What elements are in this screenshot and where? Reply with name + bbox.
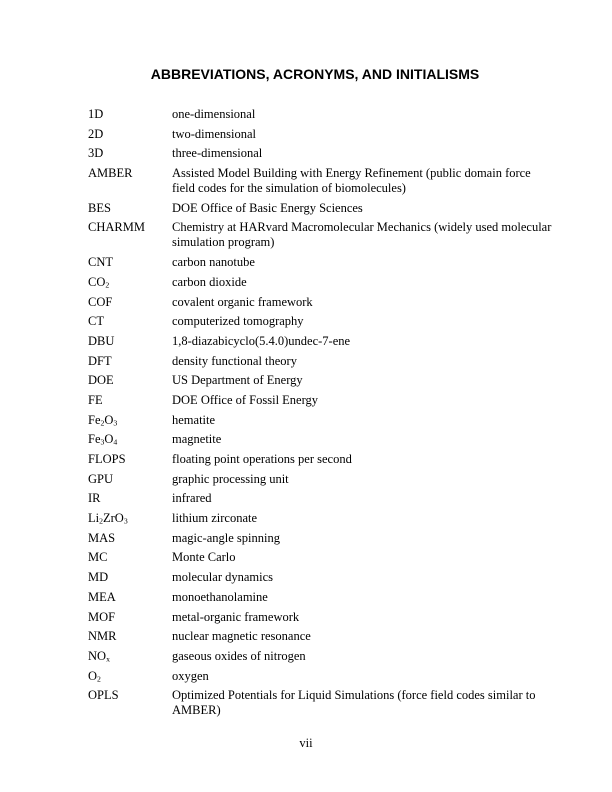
abbreviation-term: NMR	[88, 629, 117, 644]
page-number: vii	[299, 736, 313, 750]
abbreviation-row	[88, 629, 555, 644]
subscript-text: 4	[113, 438, 118, 448]
abbreviation-term: $NO_x$	[88, 648, 110, 664]
subscript-text: x	[106, 654, 110, 664]
abbreviation-row	[88, 107, 555, 122]
subscript-text: 2	[100, 418, 105, 428]
abbreviation-term: DBU	[88, 333, 115, 348]
abbreviation-row	[88, 570, 555, 585]
abbreviation-definition: graphic processing unit	[172, 471, 289, 486]
abbreviation-definition: metal-organic framework	[172, 609, 300, 624]
abbreviation-definition: density functional theory	[172, 353, 297, 368]
abbreviation-definition: hematite	[172, 412, 216, 427]
abbreviation-term: IR	[88, 491, 101, 506]
subscript-text: 2	[99, 516, 103, 526]
subscript-text: 3	[100, 438, 105, 448]
abbreviation-row	[88, 354, 555, 369]
subscript-text: 3	[113, 418, 118, 428]
abbreviation-definition: covalent organic framework	[172, 294, 313, 309]
abbreviation-row	[88, 255, 555, 270]
abbreviation-definition: US Department of Energy	[172, 373, 303, 388]
abbreviation-term: DOE	[88, 373, 114, 388]
abbreviation-term: COF	[88, 294, 113, 309]
abbreviation-row	[88, 334, 555, 349]
abbreviation-row	[88, 590, 555, 605]
abbreviation-definition: oxygen	[172, 668, 209, 683]
abbreviation-term: 1D	[88, 107, 104, 121]
abbreviation-term: CT	[88, 314, 104, 329]
abbreviation-definition: molecular dynamics	[172, 570, 274, 585]
subscript-text: 3	[123, 516, 128, 526]
abbreviation-definition: lithium zirconate	[172, 511, 258, 526]
abbreviation-definition: magic-angle spinning	[172, 530, 280, 545]
abbreviation-term: $Fe_2O_3$	[88, 412, 118, 428]
abbreviation-definition: Optimized Potentials for Liquid Simulations (force field codes similar to AMBER)	[172, 688, 536, 718]
abbreviation-term: $O_2$	[88, 668, 101, 684]
abbreviation-row	[88, 649, 555, 664]
abbreviation-row	[88, 393, 555, 408]
abbreviation-term: AMBER	[88, 166, 133, 181]
abbreviation-row	[88, 146, 555, 161]
abbreviation-definition: monoethanolamine	[172, 589, 268, 604]
abbreviation-term: DFT	[88, 353, 112, 368]
abbreviation-definition: DOE Office of Fossil Energy	[172, 392, 319, 407]
abbreviation-row	[88, 452, 555, 467]
abbreviation-term: CNT	[88, 255, 113, 270]
abbreviation-row	[88, 127, 555, 142]
abbreviation-row	[88, 472, 555, 487]
abbreviation-term: BES	[88, 200, 111, 215]
abbreviation-definition: computerized tomography	[172, 314, 304, 329]
abbreviation-row	[88, 688, 555, 718]
abbreviation-row	[88, 314, 555, 329]
abbreviation-definition: DOE Office of Basic Energy Sciences	[172, 200, 363, 215]
abbreviation-row	[88, 491, 555, 506]
abbreviation-term: CHARMM	[88, 220, 145, 235]
abbreviation-term: MD	[88, 570, 109, 585]
abbreviation-term: OPLS	[88, 688, 119, 703]
abbreviation-row	[88, 201, 555, 216]
abbreviation-definition: three-dimensional	[172, 146, 263, 161]
abbreviation-row	[88, 295, 555, 310]
abbreviation-list	[88, 107, 555, 718]
abbreviation-term: $Li_2ZrO_3$	[88, 511, 128, 526]
abbreviation-term: 2D	[88, 126, 104, 141]
abbreviation-definition: carbon nanotube	[172, 255, 255, 270]
abbreviation-term: MEA	[88, 589, 116, 604]
abbreviation-row	[88, 531, 555, 546]
abbreviation-term: MAS	[88, 530, 116, 545]
abbreviation-row	[88, 166, 555, 196]
abbreviation-term: FLOPS	[88, 452, 126, 466]
abbreviation-definition: floating point operations per second	[172, 452, 352, 466]
abbreviation-term: FE	[88, 392, 103, 407]
abbreviation-definition: Monte Carlo	[172, 550, 236, 565]
abbreviation-definition: 1,8-diazabicyclo(5.4.0)undec-7-ene	[172, 333, 351, 348]
abbreviation-definition: gaseous oxides of nitrogen	[172, 648, 306, 663]
abbreviation-term: $Fe_3O_4$	[88, 432, 118, 448]
abbreviation-row	[88, 373, 555, 388]
abbreviation-definition: two-dimensional	[172, 126, 257, 141]
abbreviation-definition: one-dimensional	[172, 107, 256, 121]
abbreviation-row	[88, 610, 555, 625]
abbreviation-row	[88, 432, 555, 447]
abbreviation-row	[88, 550, 555, 565]
abbreviation-row	[88, 669, 555, 684]
abbreviation-definition: infrared	[172, 491, 212, 506]
abbreviation-row	[88, 275, 555, 290]
abbreviation-row	[88, 511, 555, 526]
abbreviation-term: 3D	[88, 146, 104, 161]
abbreviation-definition: Chemistry at HARvard Macromolecular Mechanics (widely used molecular simulation program)	[172, 220, 552, 250]
abbreviation-row	[88, 220, 555, 250]
abbreviation-term: MOF	[88, 609, 116, 624]
abbreviation-term: $CO_2$	[88, 274, 110, 290]
subscript-text: 2	[97, 674, 101, 684]
abbreviation-definition: Assisted Model Building with Energy Refinement (public domain force field codes for the simulation of biomolecules)	[172, 166, 531, 196]
subscript-text: 2	[105, 280, 110, 290]
page-title: ABBREVIATIONS, ACRONYMS, AND INITIALISMS	[150, 66, 480, 82]
abbreviation-definition: carbon dioxide	[172, 274, 247, 289]
abbreviation-term: MC	[88, 550, 108, 565]
abbreviation-row	[88, 413, 555, 428]
abbreviation-term: GPU	[88, 471, 114, 486]
abbreviation-definition: nuclear magnetic resonance	[172, 629, 311, 644]
abbreviation-definition: magnetite	[172, 432, 222, 447]
